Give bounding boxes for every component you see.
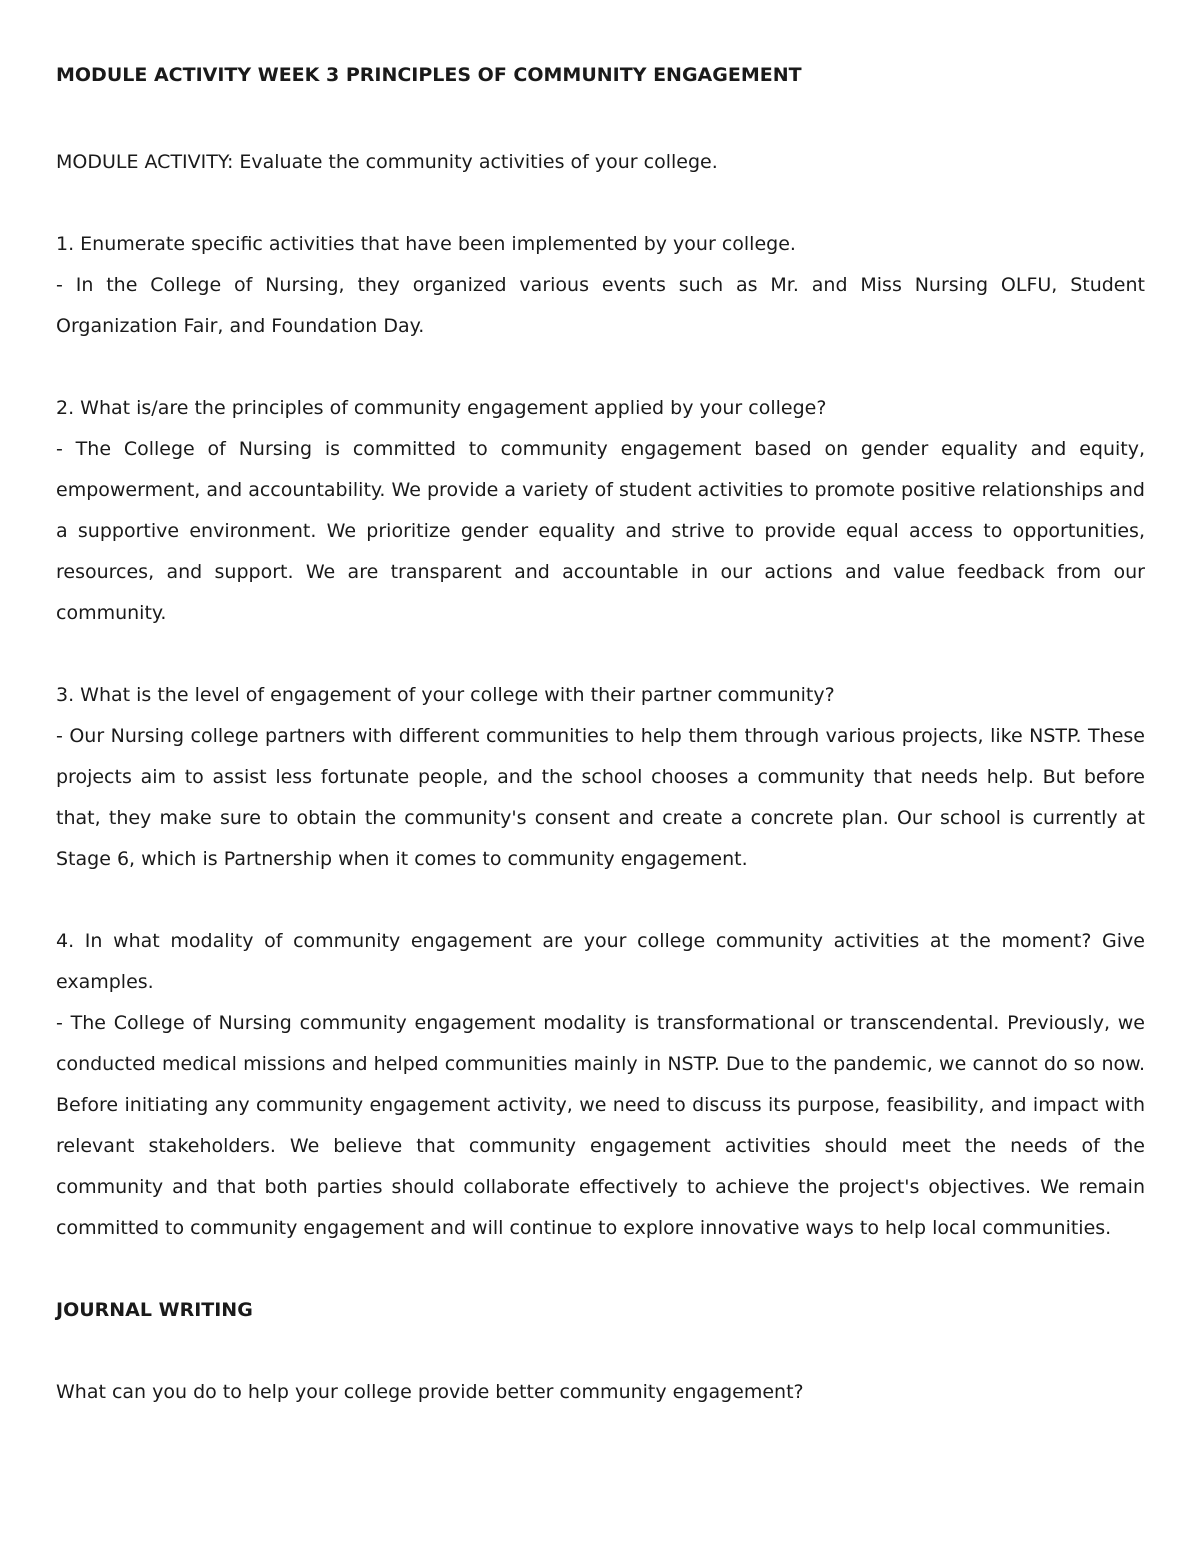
module-activity-intro: MODULE ACTIVITY: Evaluate the community activities of your college. bbox=[56, 151, 718, 173]
question-3: 3. What is the level of engagement of your college with their partner community? bbox=[56, 684, 835, 706]
question-block-3 bbox=[56, 675, 1145, 880]
document-page bbox=[56, 60, 1145, 1413]
question-block-2 bbox=[56, 388, 1145, 634]
answer-2: - The College of Nursing is committed to community engagement based on gender equality and equity, empowerment, and accountability. We provide a variety of student activities to promote positive relationships and a supportive environment. We prioritize gender equality and strive to provide equal access to opportunities, resources, and support. We are transparent and accountable in our actions and value feedback from our community. bbox=[56, 438, 1145, 624]
document-title: MODULE ACTIVITY WEEK 3 PRINCIPLES OF COMMUNITY ENGAGEMENT bbox=[56, 64, 802, 86]
question-1: 1. Enumerate specific activities that have been implemented by your college. bbox=[56, 233, 796, 255]
question-block-4 bbox=[56, 921, 1145, 1249]
question-2: 2. What is/are the principles of community engagement applied by your college? bbox=[56, 397, 827, 419]
journal-heading: JOURNAL WRITING bbox=[56, 1299, 253, 1321]
answer-1: - In the College of Nursing, they organized various events such as Mr. and Miss Nursing OLFU, Student Organization Fair, and Foundation Day. bbox=[56, 274, 1145, 337]
answer-3: - Our Nursing college partners with different communities to help them through various projects, like NSTP. These projects aim to assist less fortunate people, and the school chooses a community that needs help. But before that, they make sure to obtain the community's consent and create a concrete plan. Our school is currently at Stage 6, which is Partnership when it comes to community engagement. bbox=[56, 725, 1145, 870]
question-block-1 bbox=[56, 224, 1145, 347]
question-4: 4. In what modality of community engagement are your college community activities at the moment? Give examples. bbox=[56, 930, 1145, 993]
answer-4: - The College of Nursing community engagement modality is transformational or transcendental. Previously, we conducted medical missions and helped communities mainly in NSTP. Due to the pandemic, we cannot do so now. Before initiating any community engagement activity, we need to discuss its purpose, feasibility, and impact with relevant stakeholders. We believe that community engagement activities should meet the needs of the community and that both parties should collaborate effectively to achieve the project's objectives. We remain committed to community engagement and will continue to explore innovative ways to help local communities. bbox=[56, 1012, 1145, 1239]
journal-question: What can you do to help your college provide better community engagement? bbox=[56, 1381, 804, 1403]
